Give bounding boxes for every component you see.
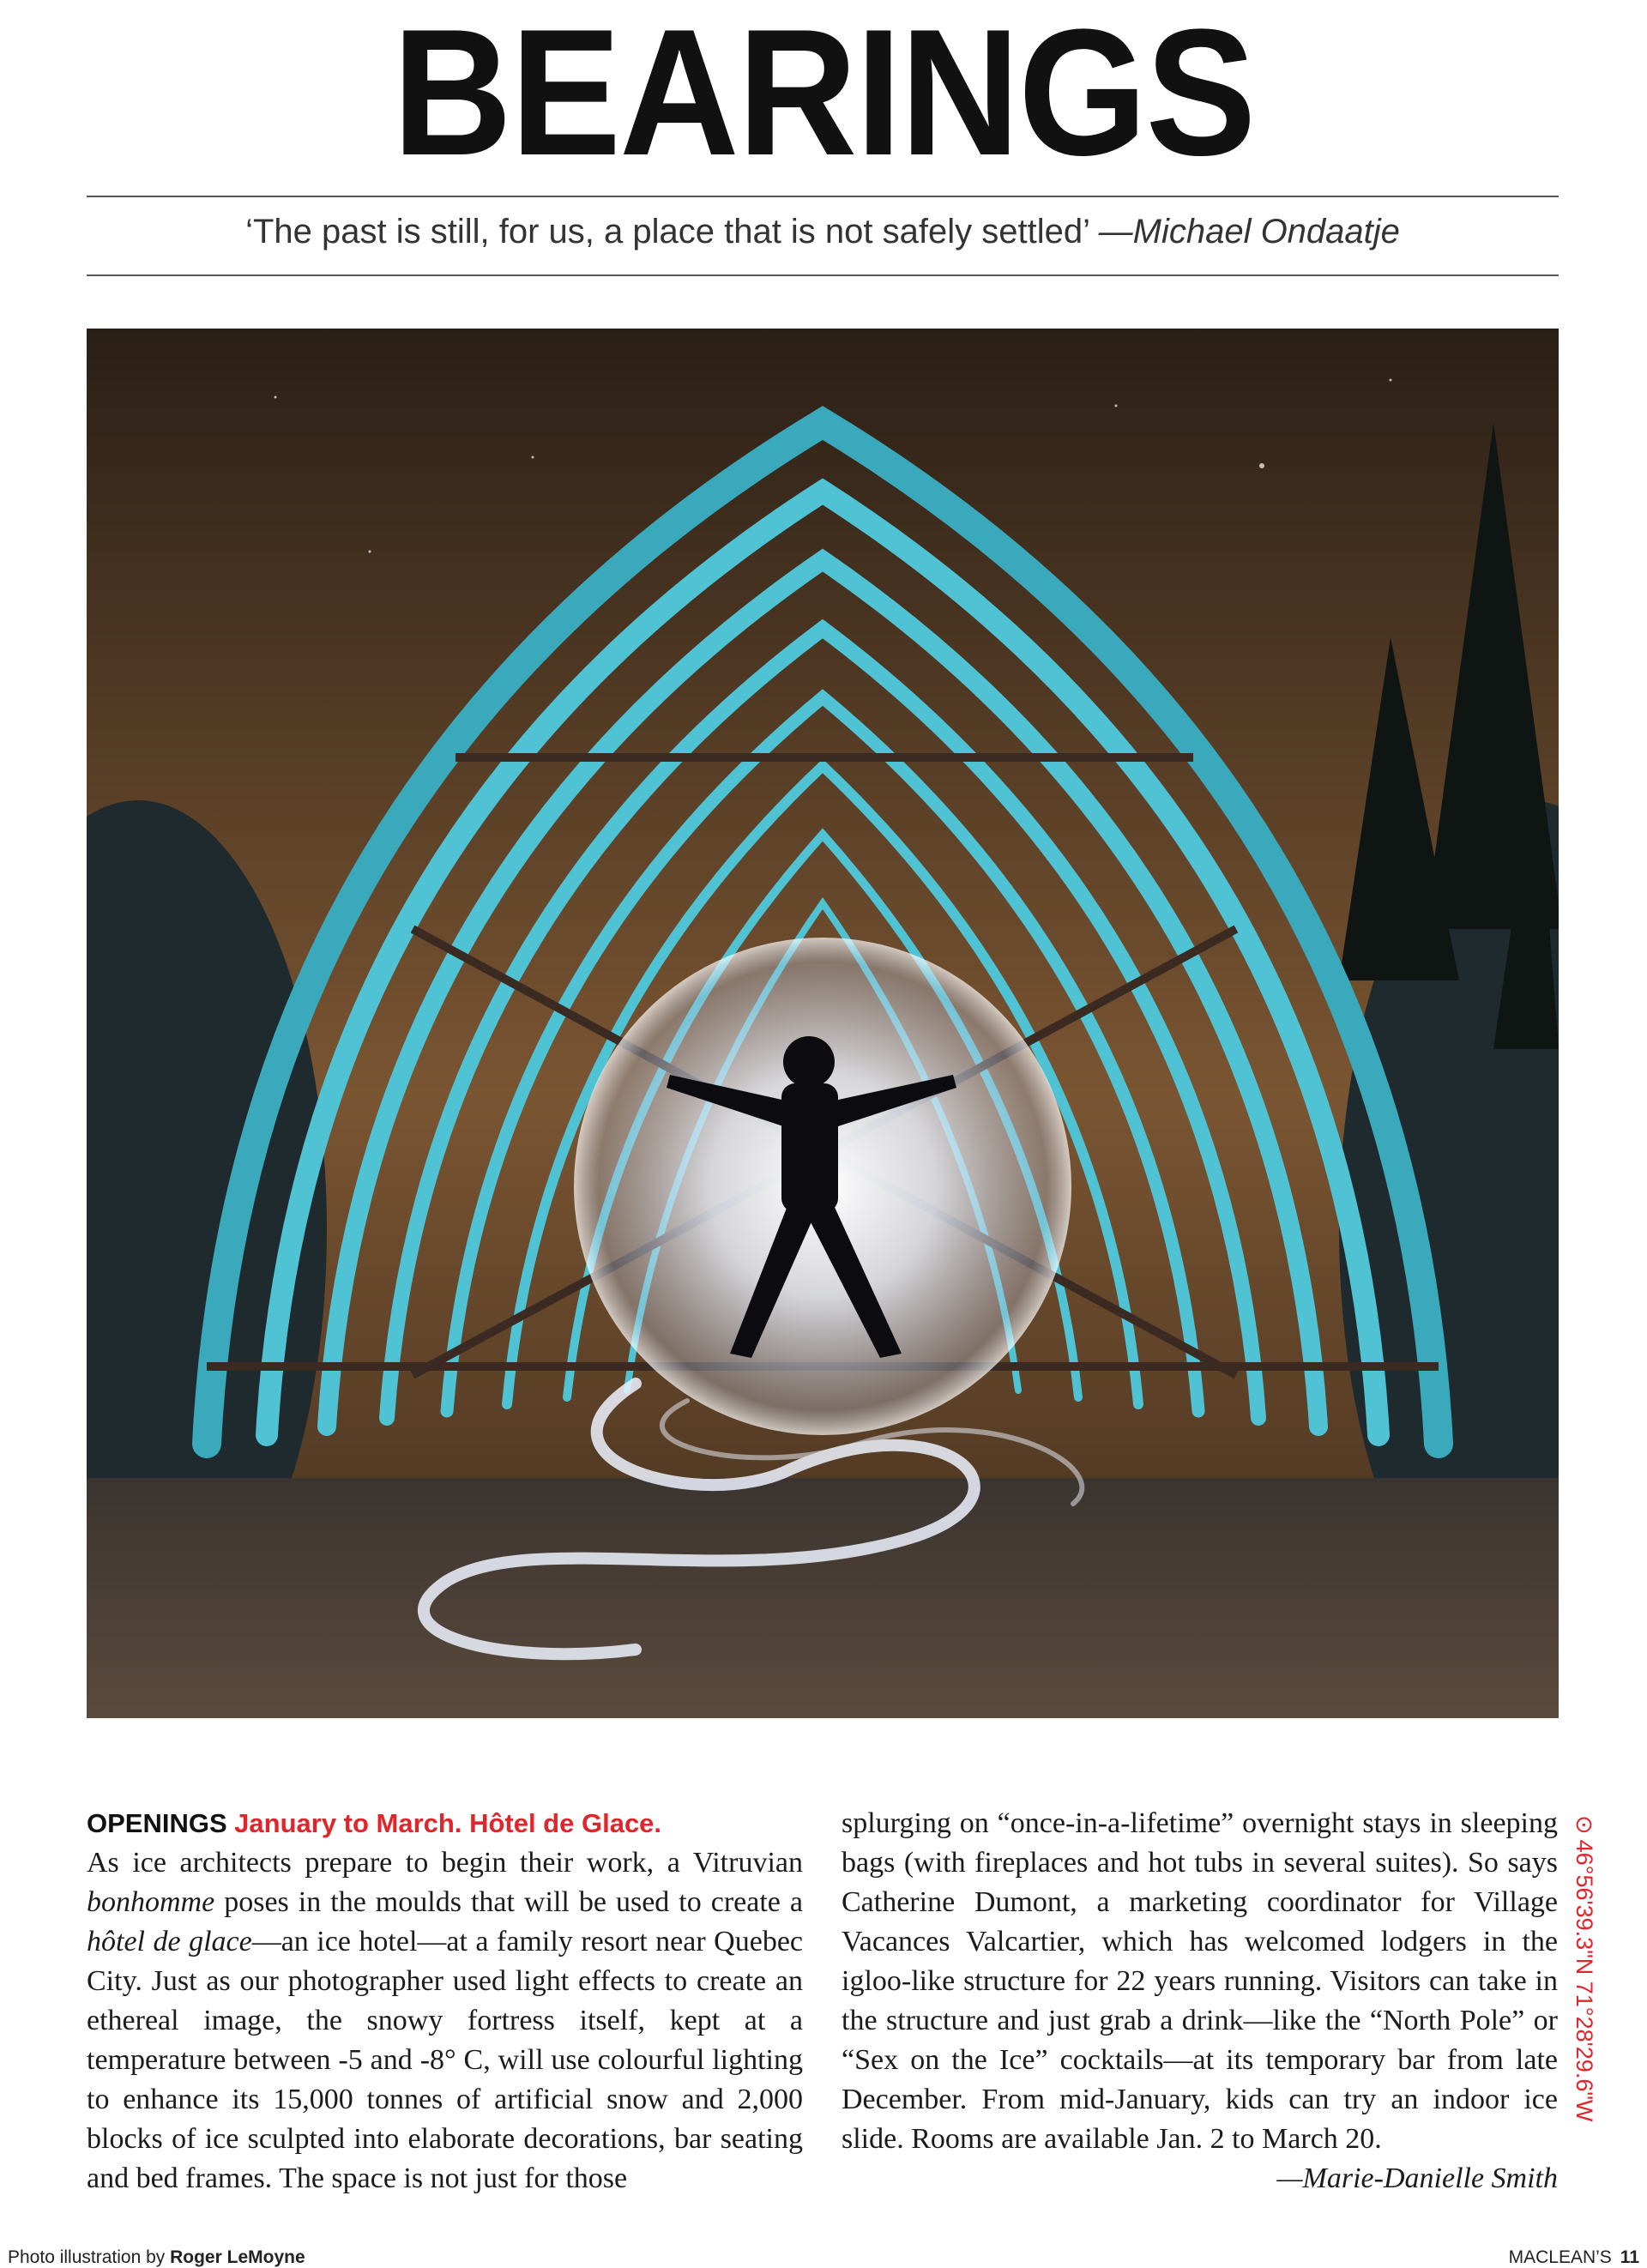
article-column-2 bbox=[842, 1804, 1558, 2199]
photo-credit bbox=[8, 2247, 305, 2268]
location-pin-icon: ⊙ bbox=[1572, 1815, 1597, 1835]
body-text-1a: As ice architects prepare to begin their work, a Vitruvian bbox=[87, 1847, 803, 1879]
coordinates bbox=[1566, 1815, 1601, 2124]
credit-name: Roger LeMoyne bbox=[170, 2247, 305, 2267]
section-kicker: OPENINGS bbox=[87, 1808, 227, 1838]
body-emphasis-hotel: hôtel de glace bbox=[87, 1926, 252, 1957]
dateline: January to March. Hôtel de Glace. bbox=[234, 1808, 662, 1838]
epigraph-text: ‘The past is still, for us, a place that is not safely settled’ bbox=[245, 213, 1089, 250]
credit-prefix: Photo illustration by bbox=[8, 2247, 171, 2267]
feature-photo bbox=[87, 329, 1559, 1718]
folio bbox=[1509, 2247, 1639, 2268]
magazine-name: MACLEAN’S bbox=[1508, 2247, 1612, 2267]
body-text-1c: —an ice hotel—at a family resort near Quebec City. Just as our photographer used light effects to create an ethereal image, the snowy fortress itself, kept at a temperature between -5 and -8° C, will use colourful lighting to enhance its 15,000 tonnes of artificial snow and 2,000 blocks of ice sculpted into elaborate decorations, bar seating and bed frames. The space is not just for those bbox=[87, 1926, 804, 2194]
epigraph bbox=[87, 213, 1559, 251]
page-number: 11 bbox=[1620, 2247, 1639, 2267]
epigraph-author: —Michael Ondaatje bbox=[1098, 213, 1400, 250]
body-text-2: splurging on “once-in-a-lifetime” overnight stays in sleeping bags (with fireplaces and hot tubs in several suites). So says Catherine Dumont, a marketing coordinator for Village Vacances Valcartier, which has welcomed lodgers in the igloo-like structure for 22 years running. Visitors can take in the structure and just grab a drink—like the “North Pole” or “Sex on the Ice” cocktails—at its temporary bar from late December. From mid-January, kids can try an indoor ice slide. Rooms are available Jan. 2 to March 20. bbox=[842, 1807, 1558, 2155]
coordinates-text: 46°56'39.3"N 71°28'29.6"W bbox=[1572, 1839, 1597, 2122]
bottom-rule bbox=[87, 274, 1559, 276]
body-text-1b: poses in the moulds that will be used to create a bbox=[214, 1886, 803, 1918]
byline: —Marie-Danielle Smith bbox=[1276, 2162, 1558, 2194]
body-emphasis-bonhomme: bonhomme bbox=[87, 1886, 215, 1918]
section-title: BEARINGS bbox=[392, 0, 1255, 193]
top-rule bbox=[87, 196, 1559, 197]
article-column-1 bbox=[87, 1804, 803, 2199]
